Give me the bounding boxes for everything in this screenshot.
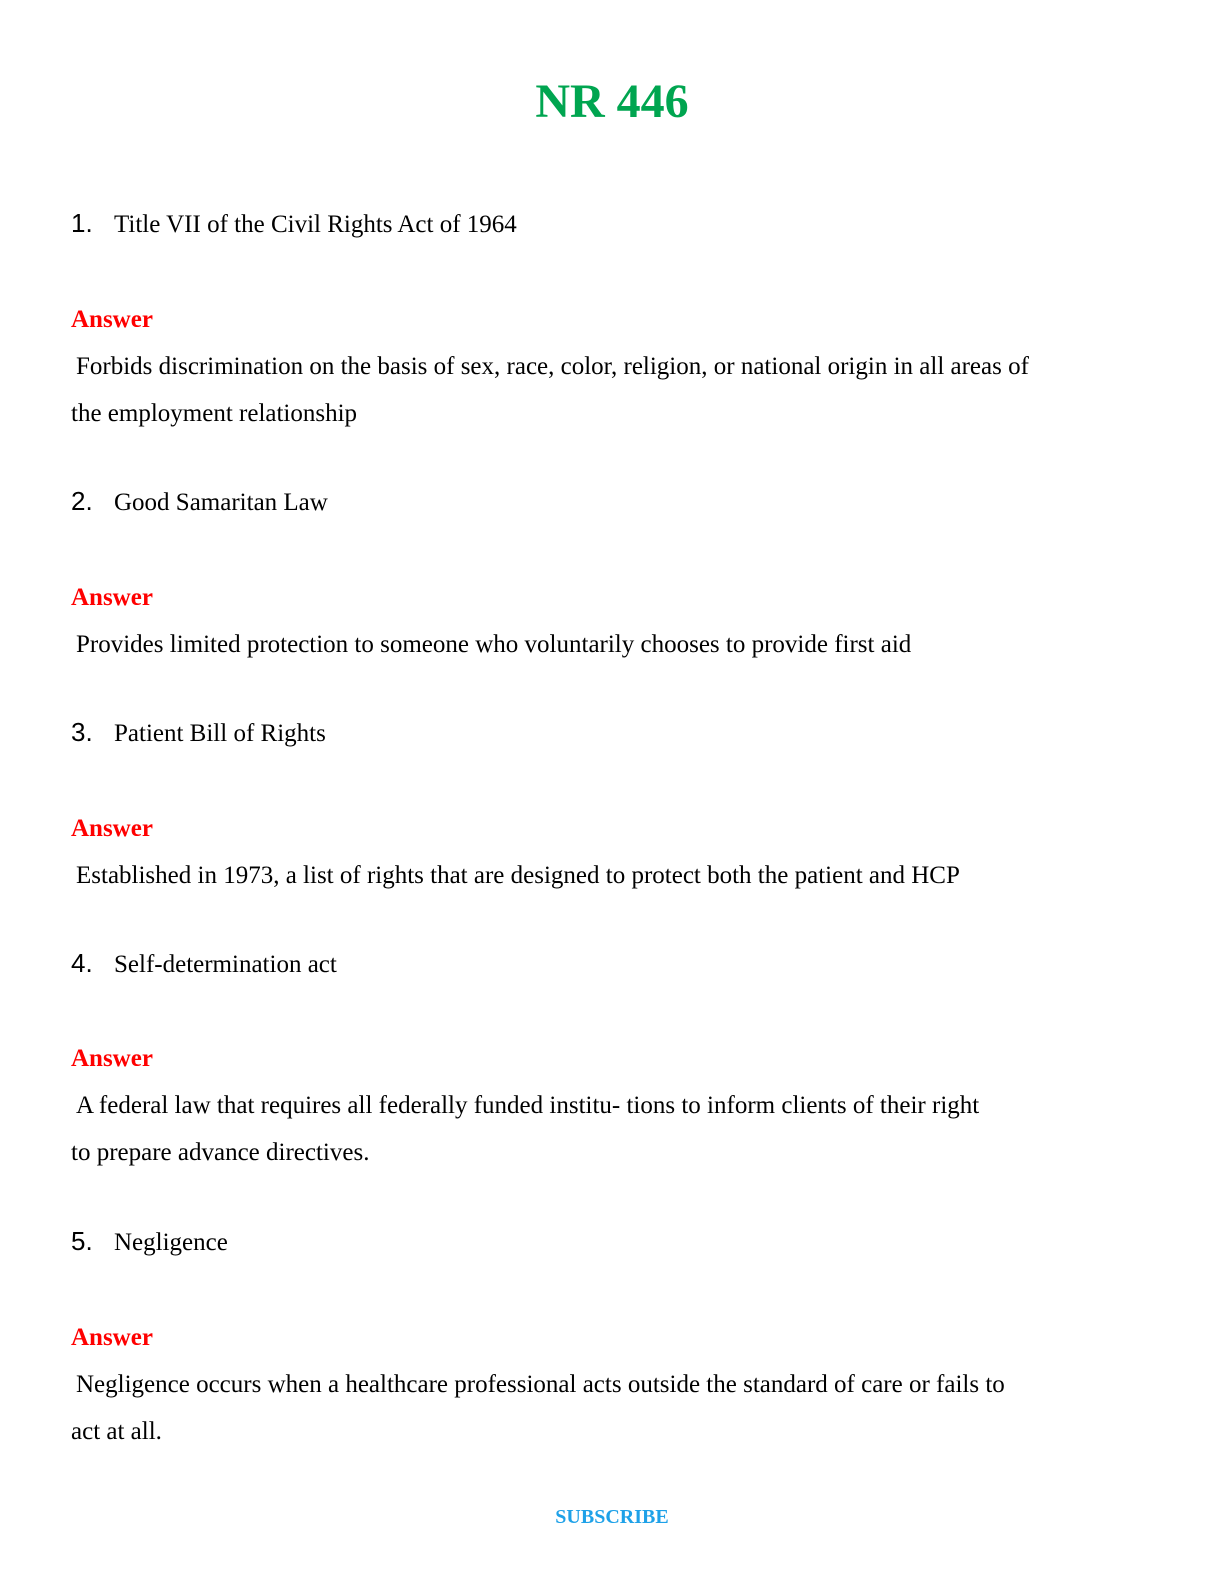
question-5 xyxy=(71,1225,228,1259)
answer-label: Answer xyxy=(71,1045,153,1072)
page-title: NR 446 xyxy=(535,75,689,128)
question-4 xyxy=(71,947,337,981)
answer-label: Answer xyxy=(71,584,153,611)
answer-line: Provides limited protection to someone who voluntarily chooses to provide first aid xyxy=(76,631,912,658)
question-1 xyxy=(71,207,517,241)
question-text: Negligence xyxy=(114,1229,228,1256)
answer-line: Forbids discrimination on the basis of sex, race, color, religion, or national origin in all areas of xyxy=(76,353,1029,380)
question-text: Good Samaritan Law xyxy=(114,489,328,516)
answer-label: Answer xyxy=(71,815,153,842)
answer-line: to prepare advance directives. xyxy=(71,1139,370,1166)
subscribe-link[interactable]: SUBSCRIBE xyxy=(555,1506,669,1528)
answer-line: A federal law that requires all federally funded institu- tions to inform clients of their right xyxy=(76,1092,980,1119)
question-3 xyxy=(71,716,326,750)
answer-line: the employment relationship xyxy=(71,400,358,427)
answer-label: Answer xyxy=(71,306,153,333)
answer-text xyxy=(71,343,1131,437)
answer-line: Established in 1973, a list of rights that are designed to protect both the patient and HCP xyxy=(76,862,960,889)
answer-label: Answer xyxy=(71,1324,153,1351)
question-number: 4. xyxy=(71,948,93,978)
answer-text xyxy=(71,1361,1131,1455)
question-text: Title VII of the Civil Rights Act of 1964 xyxy=(114,211,517,238)
answer-line: act at all. xyxy=(71,1418,162,1445)
question-text: Self-determination act xyxy=(114,951,337,978)
answer-text xyxy=(71,621,1131,668)
answer-line: Negligence occurs when a healthcare professional acts outside the standard of care or fails to xyxy=(76,1371,1005,1398)
answer-text xyxy=(71,852,1131,899)
question-number: 1. xyxy=(71,208,93,238)
answer-text xyxy=(71,1082,1131,1176)
question-number: 2. xyxy=(71,486,93,516)
question-number: 3. xyxy=(71,717,93,747)
question-2 xyxy=(71,485,328,519)
question-text: Patient Bill of Rights xyxy=(114,720,326,747)
question-number: 5. xyxy=(71,1226,93,1256)
